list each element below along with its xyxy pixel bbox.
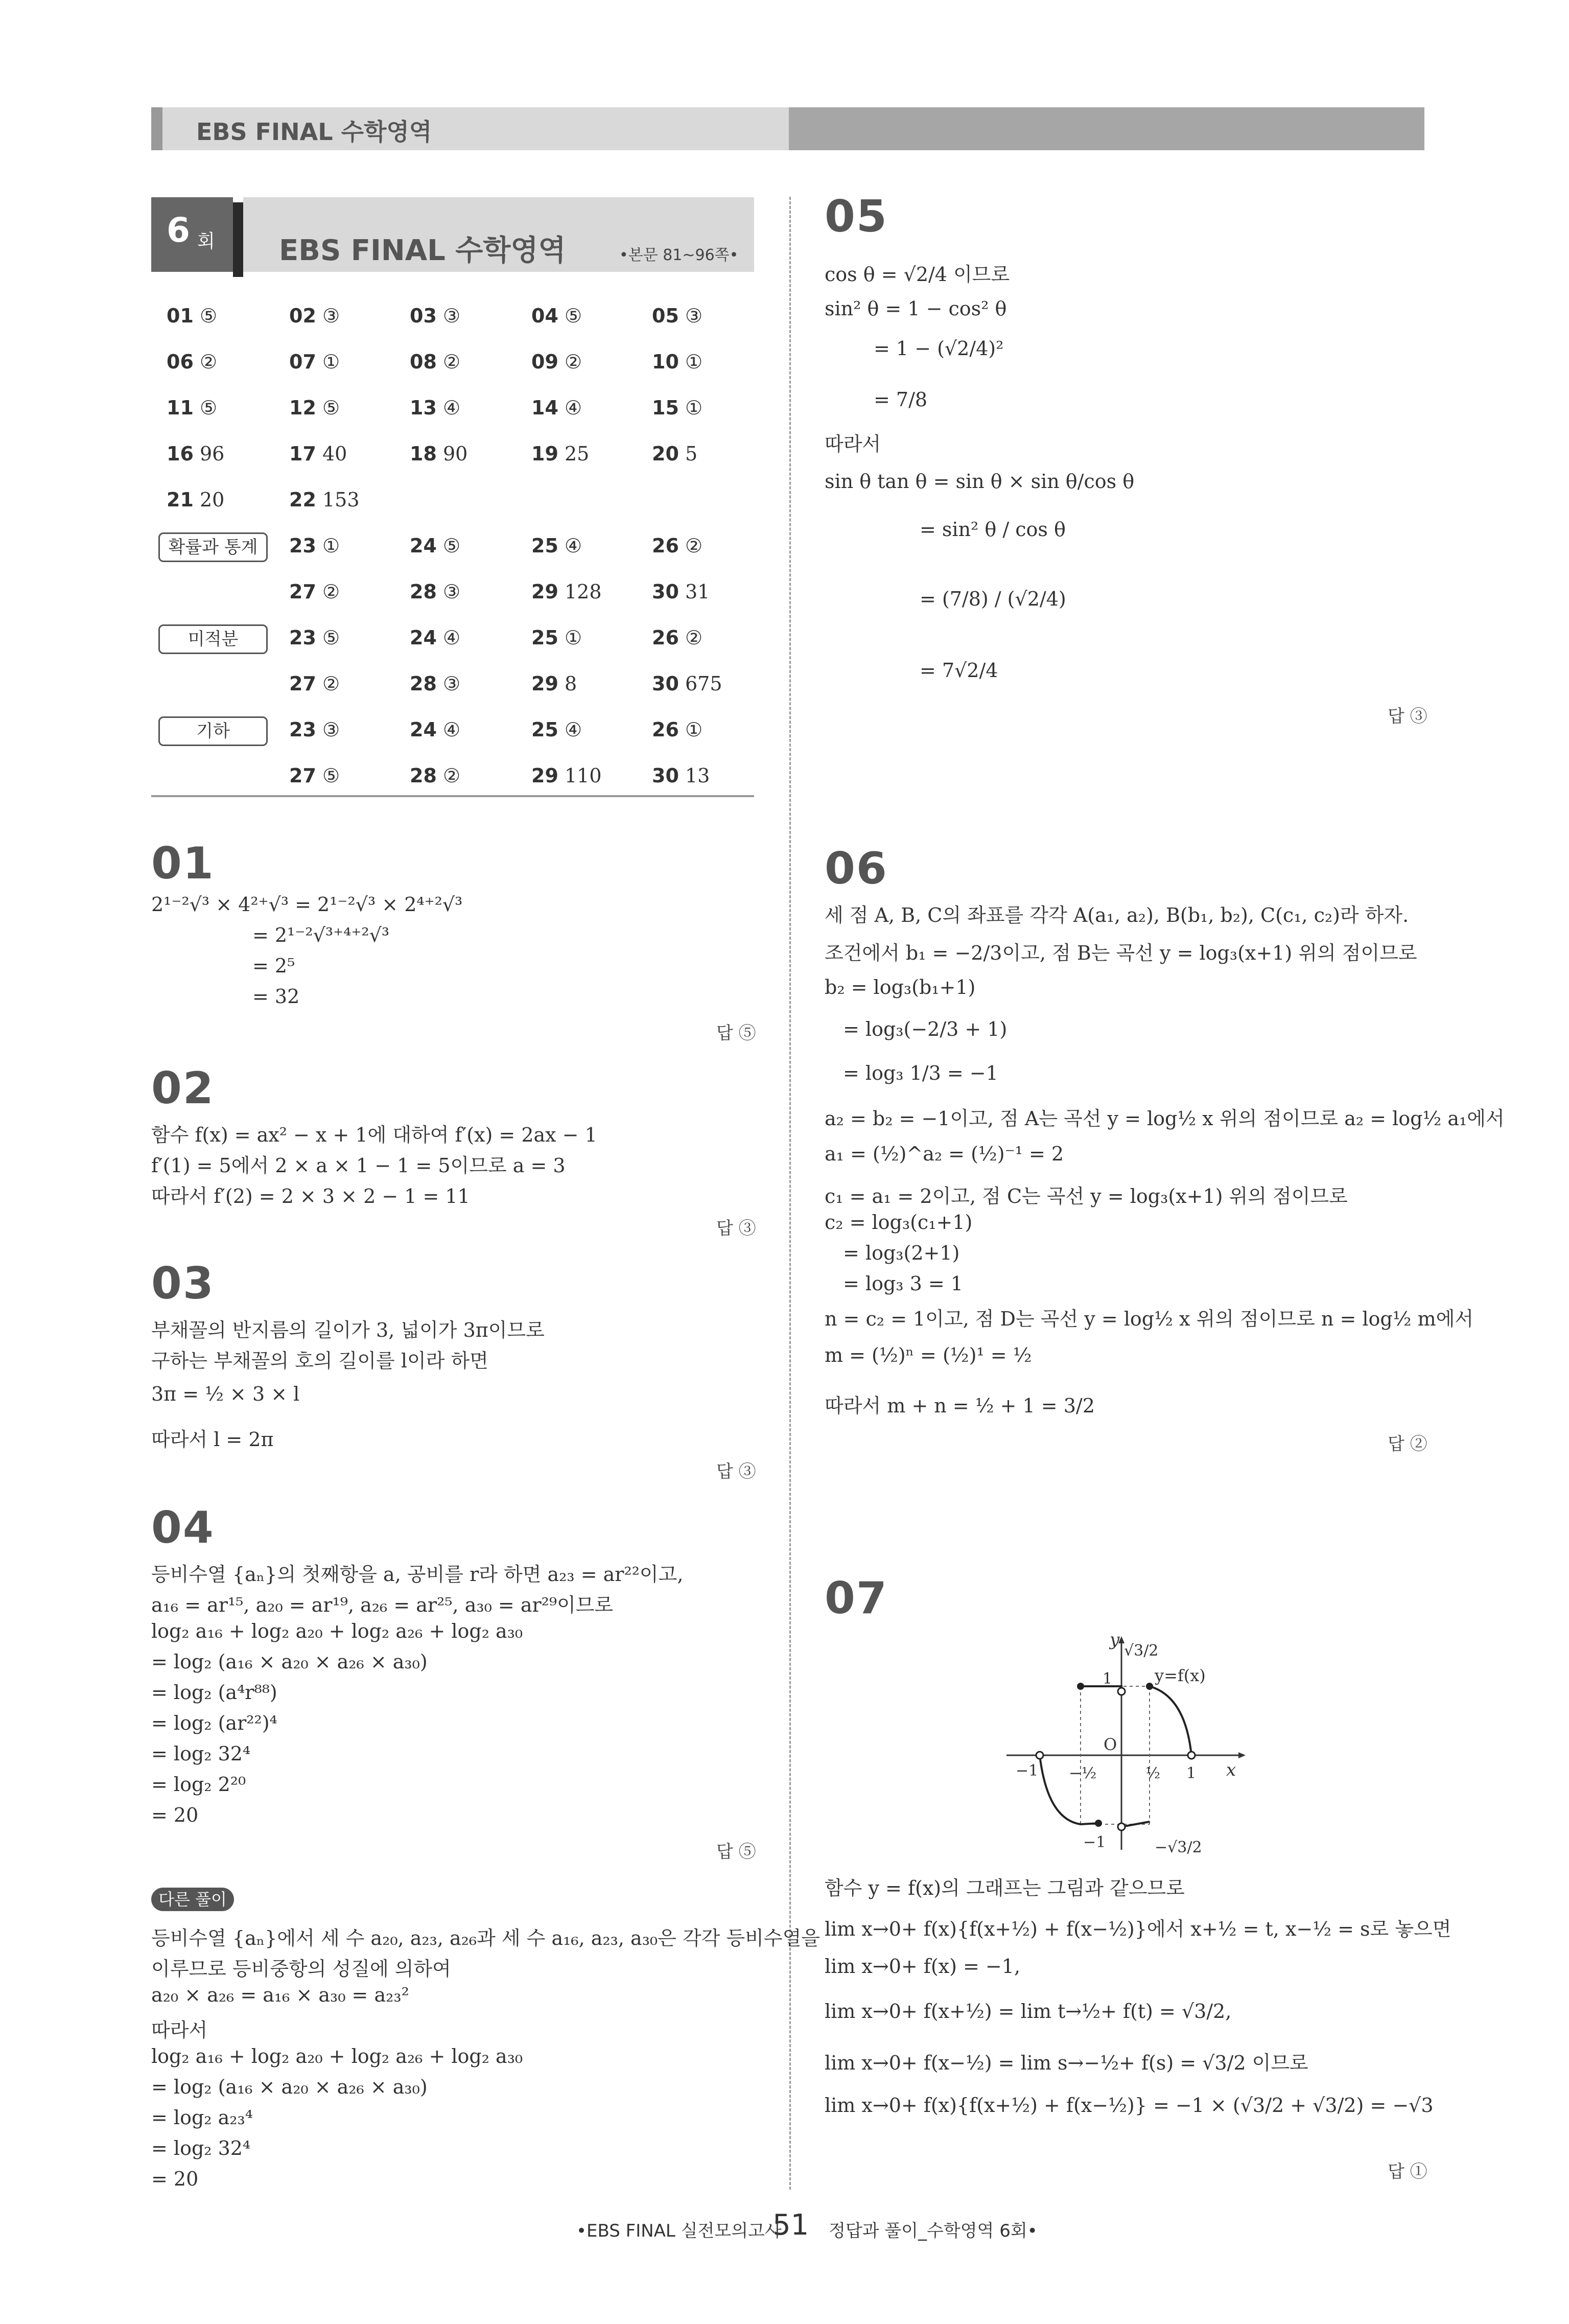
solution-line: = 2⁵: [252, 955, 295, 977]
answer-cell-number: 26: [652, 626, 679, 649]
answer-cell: [652, 305, 702, 327]
answer-cell-number: 20: [652, 443, 679, 465]
solution-line: lim x→0+ f(x){f(x+½) + f(x−½)}에서 x+½ = t, x−½ = s로 놓으면: [825, 1918, 1451, 1940]
answer-cell: [167, 351, 217, 373]
solution-line: = log₂ (a₁₆ × a₂₀ × a₂₆ × a₃₀): [151, 1651, 428, 1673]
answer-cell-number: 06: [167, 351, 194, 373]
answer-cell-value: ③: [436, 672, 461, 695]
answer-box-title: EBS FINAL 수학영역: [279, 234, 566, 267]
answer-cell: [652, 626, 702, 649]
question-number: 01: [151, 838, 215, 889]
answer-cell-number: 13: [410, 397, 437, 419]
answer-cell-value: ②: [678, 626, 703, 649]
answer-cell-number: 15: [652, 397, 679, 419]
answer-mark: 답 ②: [1388, 1434, 1427, 1454]
footer-left: •EBS FINAL 실전모의고사: [576, 2221, 782, 2241]
answer-cell: [531, 626, 582, 649]
question-number: 06: [825, 843, 888, 894]
solution-line: = log₂ (a⁴r⁸⁸): [151, 1681, 277, 1704]
answer-cell-value: ④: [436, 718, 461, 741]
answer-cell: [652, 534, 702, 557]
answer-cell-value: ⑤: [558, 305, 582, 327]
solution-line: = log₂ (ar²²)⁴: [151, 1712, 277, 1734]
answer-cell-number: 30: [652, 672, 679, 695]
answer-cell-number: 05: [652, 305, 679, 327]
round-unit: 회: [197, 231, 215, 252]
solution-line: lim x→0+ f(x){f(x+½) + f(x−½)} = −1 × (√3/2 + √3/2) = −√3: [825, 2094, 1434, 2117]
solution-line: lim x→0+ f(x+½) = lim t→½+ f(t) = √3/2,: [825, 2000, 1232, 2023]
solution-line: log₂ a₁₆ + log₂ a₂₀ + log₂ a₂₆ + log₂ a₃₀: [151, 2045, 523, 2067]
answer-cell-number: 24: [410, 626, 437, 649]
answer-cell-value: ②: [678, 534, 703, 557]
origin-label: O: [1104, 1735, 1117, 1754]
answer-cell-value: ②: [316, 672, 340, 695]
answer-cell: [410, 580, 460, 603]
question-number: 03: [151, 1258, 215, 1309]
page-number: 51: [772, 2209, 809, 2242]
answer-cell-number: 24: [410, 718, 437, 741]
section-label: 확률과 통계: [158, 532, 268, 562]
answer-cell-number: 21: [167, 489, 194, 511]
answer-cell-number: 27: [289, 672, 316, 695]
answer-cell-value: ③: [316, 305, 340, 327]
answer-cell-number: 30: [652, 580, 679, 603]
answer-cell-number: 30: [652, 764, 679, 787]
answer-mark: 답 ③: [1388, 706, 1427, 727]
alt-solution-badge: 다른 풀이: [151, 1888, 234, 1911]
answer-cell-value: 128: [558, 580, 602, 603]
open-point: [1118, 1823, 1125, 1830]
answer-cell-number: 22: [289, 489, 316, 511]
answer-cell-value: ②: [558, 351, 582, 373]
answer-cell: [289, 305, 340, 327]
open-point: [1118, 1688, 1125, 1695]
answer-cell: [410, 718, 460, 741]
answer-cell-number: 17: [289, 443, 316, 465]
answer-cell-value: ⑤: [436, 534, 461, 557]
answer-cell-value: ②: [436, 351, 461, 373]
answer-cell: [289, 764, 340, 787]
solution-line: = 7√2/4: [920, 659, 998, 682]
answer-cell-value: 25: [558, 443, 590, 465]
answer-cell: [167, 443, 224, 465]
answer-cell: [410, 534, 460, 557]
solution-line: n = c₂ = 1이고, 점 D는 곡선 y = log½ x 위의 점이므로 n = log½ m에서: [825, 1308, 1474, 1330]
answer-cell-number: 19: [531, 443, 558, 465]
solution-line: = log₃(−2/3 + 1): [843, 1018, 1008, 1040]
solution-line: a₁₆ = ar¹⁵, a₂₀ = ar¹⁹, a₂₆ = ar²⁵, a₃₀ = ar²⁹이므로: [151, 1594, 614, 1616]
answer-cell: [531, 580, 602, 603]
x-axis-label: x: [1226, 1760, 1236, 1780]
answer-cell: [410, 305, 460, 327]
answer-cell-value: ④: [436, 397, 461, 419]
answer-cell-value: 40: [316, 443, 347, 465]
answer-cell-value: ①: [316, 351, 340, 373]
answer-cell-value: 8: [558, 672, 577, 695]
answer-cell-number: 23: [289, 534, 316, 557]
solution-line: = 32: [252, 985, 300, 1008]
curve-right: [1150, 1686, 1191, 1755]
solution-line: sin θ tan θ = sin θ × sin θ/cos θ: [825, 470, 1135, 493]
question-number: 02: [151, 1063, 215, 1114]
solution-line: a₂ = b₂ = −1이고, 점 A는 곡선 y = log½ x 위의 점이므로 a₂ = log½ a₁에서: [825, 1107, 1505, 1130]
answer-cell: [410, 351, 460, 373]
y-axis-label: y: [1110, 1630, 1120, 1650]
neg-half-label: −½: [1069, 1764, 1097, 1782]
answer-cell-number: 26: [652, 718, 679, 741]
answer-cell-value: ①: [558, 626, 582, 649]
answer-mark: 답 ⑤: [716, 1842, 756, 1862]
answer-cell-number: 01: [167, 305, 194, 327]
open-point: [1036, 1752, 1043, 1759]
bottom-value-label: −√3/2: [1155, 1839, 1202, 1856]
answer-cell-value: ①: [678, 397, 703, 419]
solution-line: 부채꼴의 반지름의 길이가 3, 넓이가 3π이므로: [151, 1319, 545, 1341]
answer-cell: [652, 351, 702, 373]
answer-cell-number: 23: [289, 718, 316, 741]
answer-cell: [652, 397, 702, 419]
solution-line: = log₂ (a₁₆ × a₂₀ × a₂₆ × a₃₀): [151, 2076, 428, 2098]
answer-cell-number: 18: [410, 443, 437, 465]
answer-cell-number: 26: [652, 534, 679, 557]
answer-cell-value: ⑤: [316, 764, 340, 787]
answer-cell: [531, 718, 582, 741]
answer-box-pages: •본문 81~96쪽•: [619, 246, 739, 264]
answer-cell: [289, 626, 340, 649]
header-accent: [151, 107, 162, 150]
answer-cell-number: 14: [531, 397, 558, 419]
solution-line: = log₃ 1/3 = −1: [843, 1062, 998, 1084]
solution-line: b₂ = log₃(b₁+1): [825, 976, 976, 998]
round-badge: [151, 197, 233, 272]
solution-line: 이루므로 등비중항의 성질에 의하여: [151, 1958, 451, 1980]
answer-cell: [652, 443, 697, 465]
answer-cell: [531, 305, 582, 327]
open-point: [1188, 1752, 1195, 1759]
top-value-label: √3/2: [1124, 1642, 1159, 1660]
round-number: 6: [167, 211, 190, 250]
answer-cell-value: ③: [436, 580, 461, 603]
answer-cell: [289, 534, 340, 557]
answer-cell: [652, 672, 722, 695]
answer-cell: [289, 351, 340, 373]
answer-cell: [531, 672, 577, 695]
answer-cell-number: 29: [531, 764, 558, 787]
x-one-label: 1: [1186, 1764, 1197, 1782]
answer-cell-value: ①: [316, 534, 340, 557]
solution-line: 등비수열 {aₙ}에서 세 수 a₂₀, a₂₃, a₂₆과 세 수 a₁₆, a₂₃, a₃₀은 각각 등비수열을: [151, 1927, 820, 1949]
header-bar-right: [789, 107, 1424, 150]
answer-cell: [167, 305, 217, 327]
solution-line: 조건에서 b₁ = −2/3이고, 점 B는 곡선 y = log₃(x+1) 위의 점이므로: [825, 942, 1417, 964]
function-graph: [1001, 1625, 1267, 1860]
solution-line: = log₃(2+1): [843, 1242, 960, 1264]
answer-cell-value: 5: [678, 443, 698, 465]
curve-top: [1081, 1686, 1121, 1691]
answer-cell: [652, 764, 710, 787]
round-badge-shadow: [233, 202, 243, 277]
solution-line: log₂ a₁₆ + log₂ a₂₀ + log₂ a₂₆ + log₂ a₃₀: [151, 1620, 523, 1642]
answer-cell-value: ⑤: [316, 397, 340, 419]
answer-cell-value: 13: [678, 764, 710, 787]
section-label: 미적분: [158, 624, 268, 654]
solution-line: = log₃ 3 = 1: [843, 1272, 963, 1295]
answer-cell: [410, 443, 467, 465]
solution-line: 따라서 l = 2π: [151, 1428, 274, 1451]
answer-cell-number: 29: [531, 580, 558, 603]
answer-cell-value: ④: [558, 397, 582, 419]
answer-cell-number: 07: [289, 351, 316, 373]
answer-cell-number: 28: [410, 764, 437, 787]
y-neg-one-label: −1: [1083, 1833, 1106, 1851]
answer-cell: [289, 718, 340, 741]
answer-box-divider: [151, 795, 754, 797]
solution-line: = (7/8) / (√2/4): [920, 588, 1066, 610]
answer-cell-number: 25: [531, 534, 558, 557]
solution-line: 세 점 A, B, C의 좌표를 각각 A(a₁, a₂), B(b₁, b₂), C(c₁, c₂)라 하자.: [825, 904, 1409, 926]
answer-cell-number: 23: [289, 626, 316, 649]
answer-mark: 답 ⑤: [716, 1023, 756, 1043]
answer-cell: [410, 626, 460, 649]
closed-point: [1146, 1683, 1153, 1690]
answer-cell-value: 90: [436, 443, 468, 465]
answer-cell: [652, 718, 702, 741]
solution-line: = log₂ 32⁴: [151, 1742, 251, 1765]
answer-cell-number: 28: [410, 580, 437, 603]
answer-cell: [652, 580, 710, 603]
answer-cell-value: 20: [193, 489, 225, 511]
solution-line: 따라서 m + n = ½ + 1 = 3/2: [825, 1395, 1095, 1417]
half-label: ½: [1145, 1764, 1161, 1782]
answer-cell-number: 02: [289, 305, 316, 327]
answer-cell-number: 25: [531, 626, 558, 649]
answer-cell-number: 29: [531, 672, 558, 695]
solution-line: a₁ = (½)^a₂ = (½)⁻¹ = 2: [825, 1143, 1064, 1165]
solution-line: 3π = ½ × 3 × l: [151, 1383, 300, 1405]
solution-line: = 20: [151, 2168, 199, 2190]
solution-line: m = (½)ⁿ = (½)¹ = ½: [825, 1344, 1032, 1366]
answer-cell-value: 96: [193, 443, 225, 465]
solution-line: c₁ = a₁ = 2이고, 점 C는 곡선 y = log₃(x+1) 위의 점이므로: [825, 1185, 1348, 1207]
answer-mark: 답 ③: [716, 1461, 756, 1482]
answer-cell-value: 153: [316, 489, 360, 511]
answer-cell: [531, 764, 602, 787]
header-title: EBS FINAL 수학영역: [196, 118, 432, 146]
answer-cell: [531, 443, 589, 465]
answer-cell-value: ④: [436, 626, 461, 649]
answer-cell-number: 27: [289, 764, 316, 787]
solution-line: sin² θ = 1 − cos² θ: [825, 297, 1007, 320]
question-number: 07: [825, 1573, 888, 1624]
answer-cell: [167, 489, 224, 511]
solution-line: = 7/8: [874, 388, 928, 411]
question-number: 04: [151, 1502, 215, 1553]
answer-cell-value: ④: [558, 718, 582, 741]
answer-cell-value: ①: [678, 351, 703, 373]
solution-line: = 1 − (√2/4)²: [874, 337, 1004, 360]
answer-cell-value: ②: [193, 351, 218, 373]
answer-cell-number: 16: [167, 443, 194, 465]
answer-cell: [410, 397, 460, 419]
answer-cell: [531, 351, 582, 373]
solution-line: lim x→0+ f(x) = −1,: [825, 1955, 1021, 1978]
answer-cell-number: 27: [289, 580, 316, 603]
answer-cell: [167, 397, 217, 419]
answer-cell: [289, 489, 360, 511]
answer-mark: 답 ③: [716, 1218, 756, 1239]
closed-point: [1095, 1820, 1102, 1827]
x-axis-arrow: [1238, 1752, 1246, 1758]
answer-cell-value: ③: [316, 718, 340, 741]
solution-line: f′(1) = 5에서 2 × a × 1 − 1 = 5이므로 a = 3: [151, 1154, 566, 1177]
solution-line: = log₂ 2²⁰: [151, 1773, 246, 1796]
closed-point: [1077, 1683, 1084, 1690]
answer-cell-number: 11: [167, 397, 194, 419]
answer-cell-value: 31: [678, 580, 710, 603]
section-label: 기하: [158, 716, 268, 746]
solution-line: cos θ = √2/4 이므로: [825, 263, 1010, 286]
answer-cell-number: 25: [531, 718, 558, 741]
solution-line: = 20: [151, 1804, 199, 1826]
answer-cell: [289, 580, 340, 603]
answer-cell-value: 675: [678, 672, 722, 695]
solution-line: 따라서: [151, 2019, 208, 2041]
solution-line: a₂₀ × a₂₆ = a₁₆ × a₃₀ = a₂₃²: [151, 1984, 409, 2006]
answer-cell-number: 04: [531, 305, 558, 327]
solution-line: 따라서 f′(2) = 2 × 3 × 2 − 1 = 11: [151, 1185, 470, 1207]
answer-cell-value: ③: [436, 305, 461, 327]
solution-line: 구하는 부채꼴의 호의 길이를 l이라 하면: [151, 1350, 488, 1372]
solution-line: = log₂ a₂₃⁴: [151, 2106, 253, 2129]
answer-cell-number: 28: [410, 672, 437, 695]
neg-one-label: −1: [1016, 1762, 1039, 1780]
solution-line: 함수 y = f(x)의 그래프는 그림과 같으므로: [825, 1877, 1185, 1899]
column-divider: [789, 197, 791, 2190]
solution-line: = log₂ 32⁴: [151, 2137, 251, 2159]
answer-cell-number: 03: [410, 305, 437, 327]
solution-line: 함수 f(x) = ax² − x + 1에 대하여 f′(x) = 2ax − 1: [151, 1124, 597, 1146]
solution-line: 등비수열 {aₙ}의 첫째항을 a, 공비를 r라 하면 a₂₃ = ar²²이고,: [151, 1563, 684, 1586]
answer-cell: [410, 672, 460, 695]
answer-cell-number: 24: [410, 534, 437, 557]
answer-cell-number: 09: [531, 351, 558, 373]
solution-line: 따라서: [825, 433, 881, 455]
answer-cell: [531, 397, 582, 419]
answer-cell-value: 110: [558, 764, 602, 787]
answer-cell: [289, 397, 340, 419]
answer-mark: 답 ①: [1388, 2162, 1427, 2182]
solution-line: = 2¹⁻²√³⁺⁴⁺²√³: [252, 924, 390, 946]
footer-right: 정답과 풀이_수학영역 6회•: [829, 2221, 1038, 2241]
answer-cell: [410, 764, 460, 787]
solution-line: 2¹⁻²√³ × 4²⁺√³ = 2¹⁻²√³ × 2⁴⁺²√³: [151, 893, 463, 916]
solution-line: lim x→0+ f(x−½) = lim s→−½+ f(s) = √3/2 이므로: [825, 2052, 1308, 2074]
answer-cell-value: ④: [558, 534, 582, 557]
answer-cell-value: ⑤: [316, 626, 340, 649]
answer-cell-value: ①: [678, 718, 703, 741]
solution-line: c₂ = log₃(c₁+1): [825, 1211, 973, 1234]
answer-cell-value: ⑤: [193, 305, 218, 327]
answer-cell-value: ②: [316, 580, 340, 603]
answer-cell-number: 10: [652, 351, 679, 373]
answer-cell: [289, 443, 347, 465]
question-number: 05: [825, 191, 888, 242]
answer-cell: [289, 672, 340, 695]
answer-cell-number: 08: [410, 351, 437, 373]
solution-line: = sin² θ / cos θ: [920, 518, 1066, 541]
function-label: y=f(x): [1155, 1666, 1206, 1685]
y-one-label: 1: [1103, 1670, 1113, 1688]
answer-cell-value: ⑤: [193, 397, 218, 419]
answer-cell-value: ②: [436, 764, 461, 787]
answer-cell: [531, 534, 582, 557]
answer-cell-number: 12: [289, 397, 316, 419]
answer-cell-value: ③: [678, 305, 703, 327]
